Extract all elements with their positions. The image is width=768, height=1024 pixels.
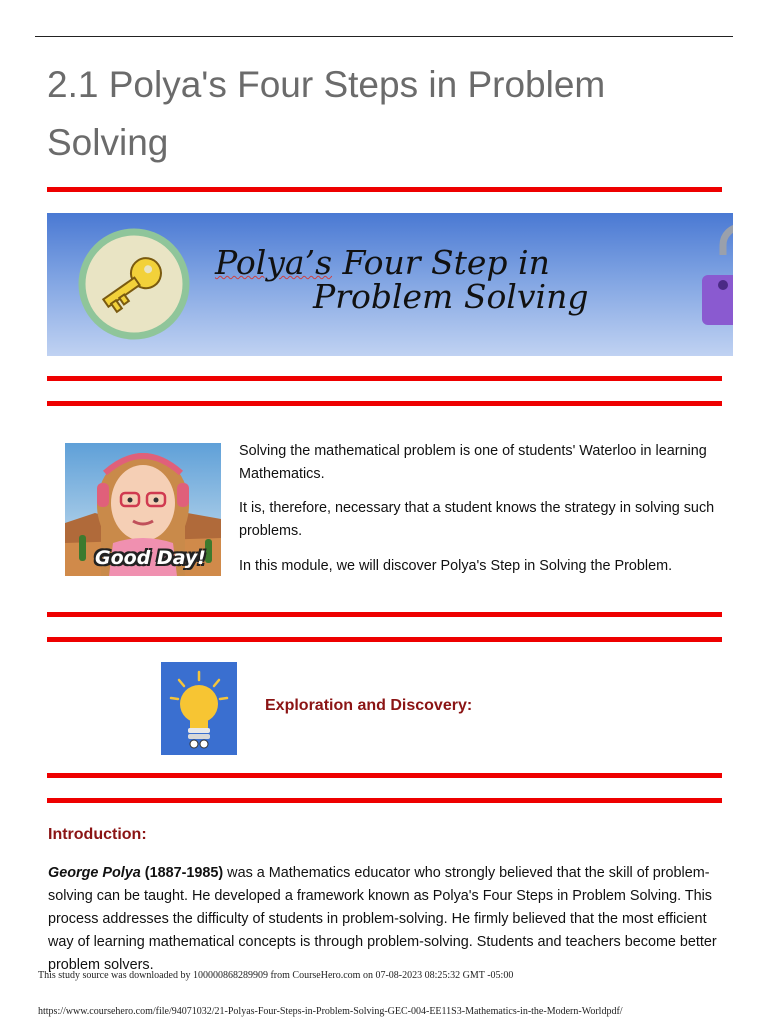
lightbulb-image (161, 662, 237, 755)
red-divider (47, 773, 722, 778)
page-title: 2.1 Polya's Four Steps in Problem Solving (47, 64, 606, 163)
intro-paragraph: It is, therefore, necessary that a student knows the strategy in solving such problems. (239, 500, 715, 539)
red-divider (47, 798, 722, 803)
banner-line1-rest: Four Step in (342, 243, 550, 282)
top-divider (35, 36, 733, 37)
intro-paragraph: In this module, we will discover Polya's Step in Solving the Problem. (239, 558, 673, 574)
author-name: George Polya (48, 865, 141, 881)
source-url: https://www.coursehero.com/file/94071032/21-Polyas-Four-Steps-in-Problem-Solving-GEC-004-EE11S3-Mathematics-in-the-Modern-Worldpdf/ (38, 1006, 623, 1017)
padlock-icon (702, 227, 733, 325)
avatar-caption: Good Day! (95, 547, 206, 569)
red-divider (47, 401, 722, 406)
intro-paragraph: Solving the mathematical problem is one of students' Waterloo in learning Mathematics. (239, 443, 707, 482)
avatar-good-day-image (65, 443, 221, 576)
banner-polya-word: Polya’s (215, 243, 333, 282)
introduction-paragraph (48, 862, 728, 977)
red-divider (47, 612, 722, 617)
red-divider (47, 637, 722, 642)
author-years: (1887-1985) (144, 865, 224, 881)
introduction-heading: Introduction: (48, 826, 147, 843)
download-notice: This study source was downloaded by 100000868289909 from CourseHero.com on 07-08-2023 08:25:32 GMT -05:00 (38, 970, 514, 981)
lightbulb-icon (161, 662, 237, 755)
red-divider (47, 376, 722, 381)
introduction-text: was a Mathematics educator who strongly believed that the skill of problem-solving can be taught. He developed a framework known as Polya's Four Steps in Problem Solving. This process addresses the difficulty of students in problem-solving. He firmly believed that the most efficient way of learning mathematical concepts is through problem-solving. Students and teachers become better problem solvers. (48, 865, 717, 973)
red-divider (47, 187, 722, 192)
banner-image (47, 213, 733, 356)
exploration-heading: Exploration and Discovery: (265, 697, 473, 714)
banner-heading-line2: Problem Solving (313, 277, 589, 316)
